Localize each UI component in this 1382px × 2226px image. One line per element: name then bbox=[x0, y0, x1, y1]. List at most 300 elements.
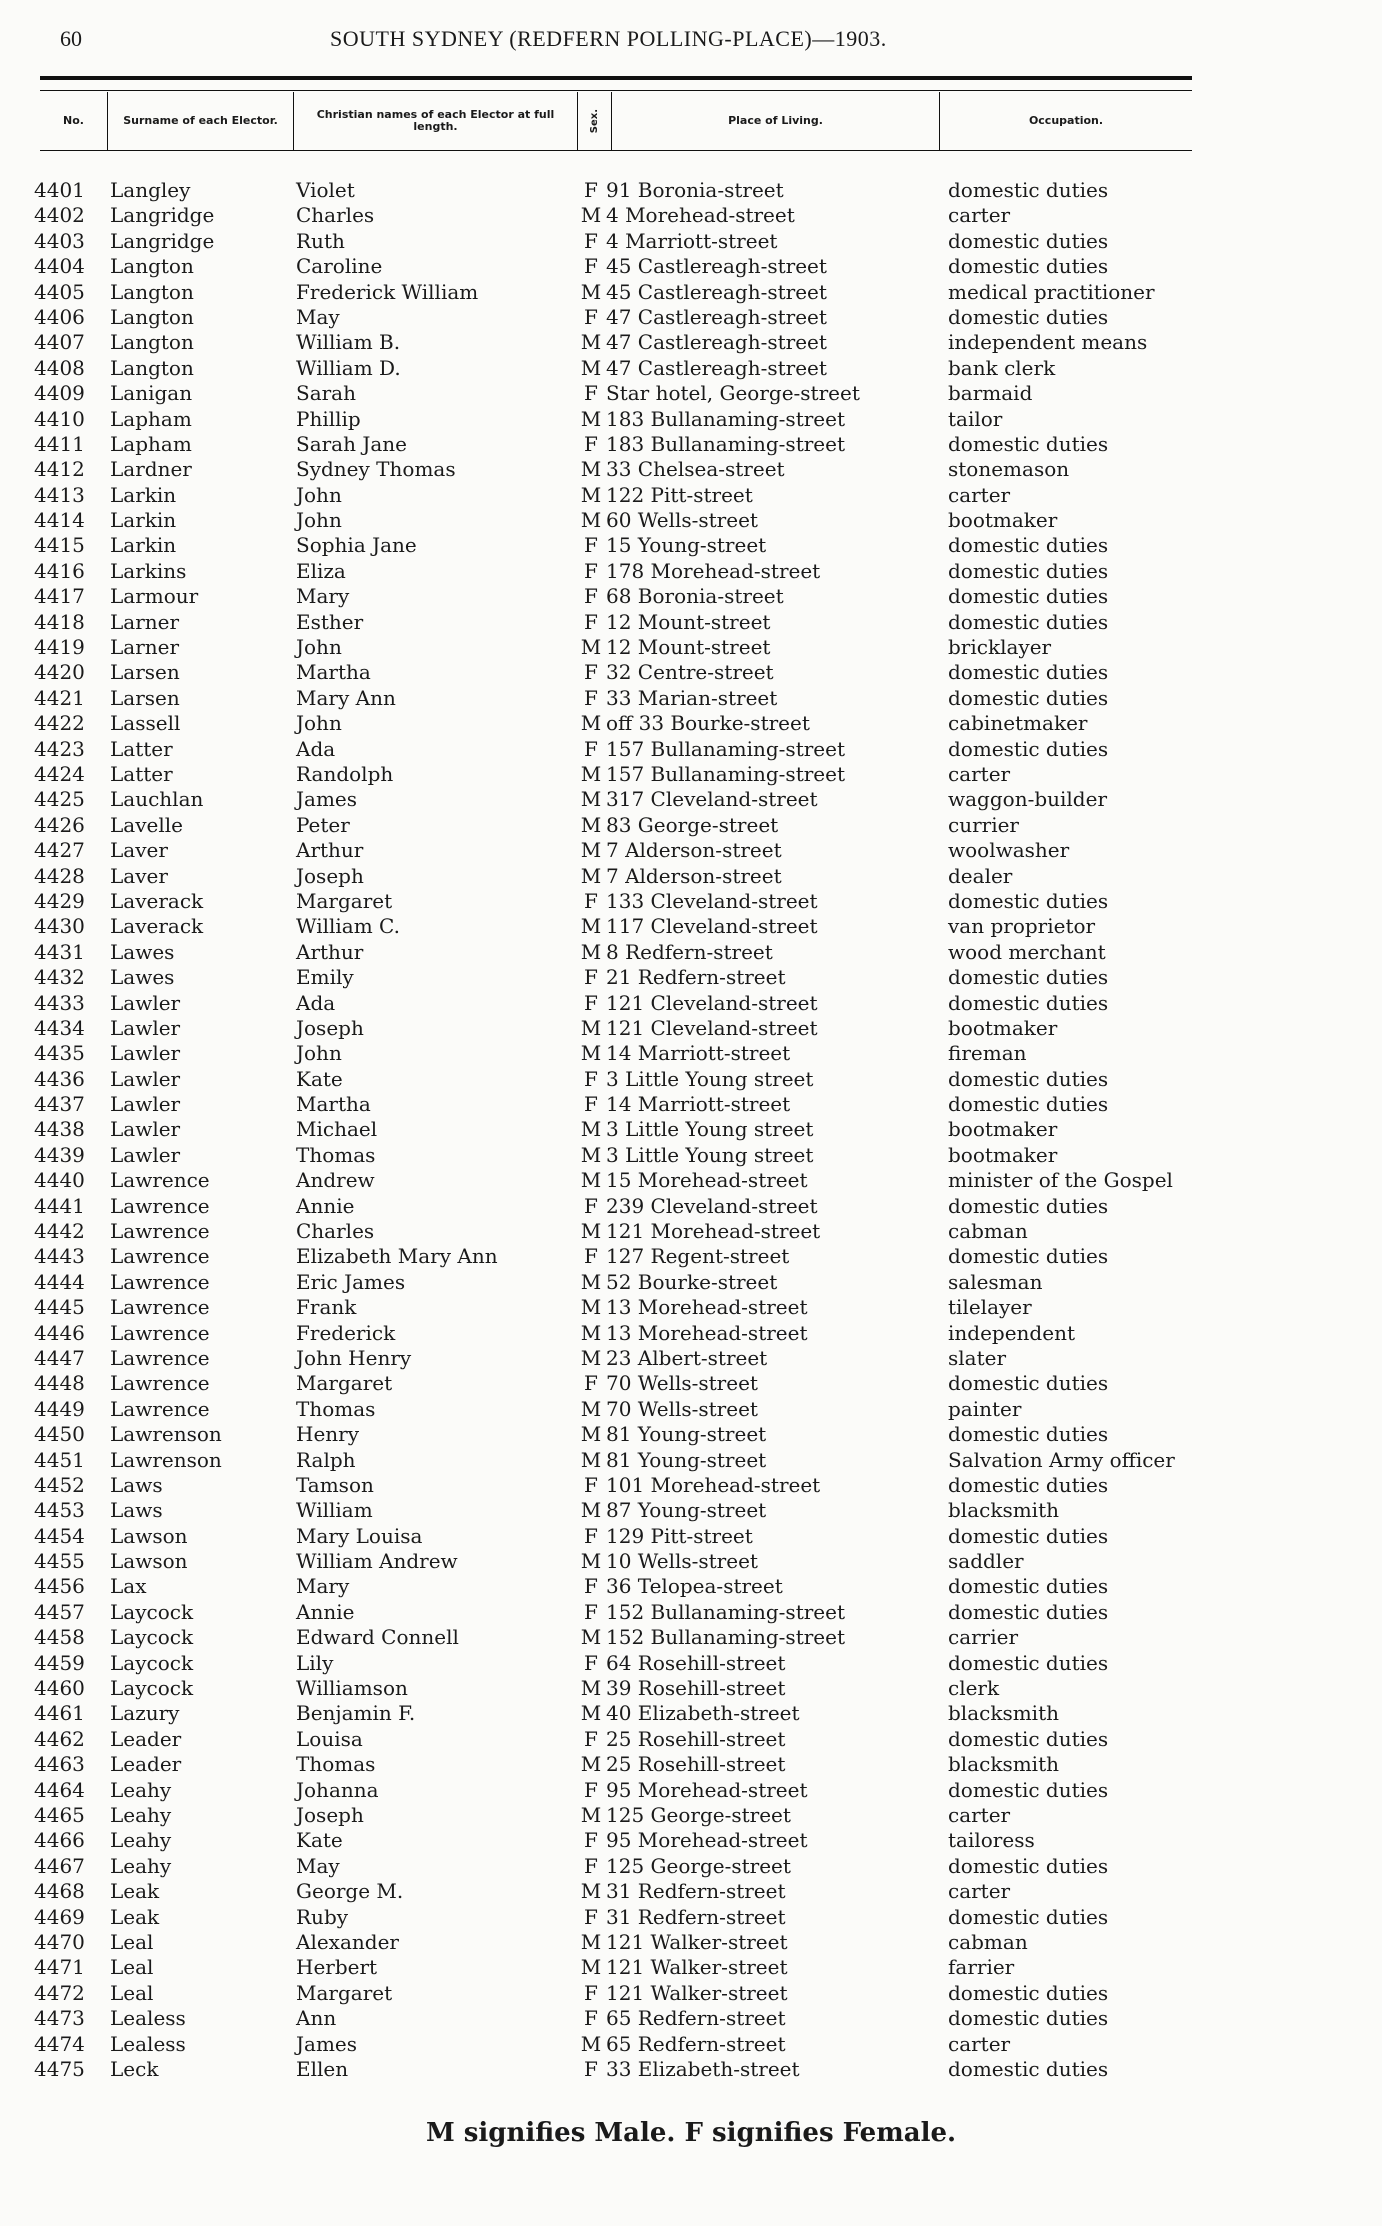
elector-surname: Lawrence bbox=[110, 1269, 210, 1294]
elector-surname: Lapham bbox=[110, 406, 192, 431]
elector-surname: Lawes bbox=[110, 965, 175, 990]
elector-occupation: carter bbox=[948, 203, 1011, 228]
elector-surname: Laws bbox=[110, 1472, 163, 1497]
elector-surname: Lawrence bbox=[110, 1295, 210, 1320]
elector-occupation: domestic duties bbox=[948, 178, 1109, 202]
elector-surname: Laycock bbox=[110, 1650, 194, 1675]
elector-surname: Leahy bbox=[110, 1828, 172, 1853]
table-row bbox=[0, 254, 1382, 279]
elector-occupation: blacksmith bbox=[948, 1498, 1059, 1523]
elector-place-of-living: 25 Rosehill-street bbox=[606, 1752, 786, 1777]
elector-occupation: domestic duties bbox=[948, 1650, 1109, 1675]
elector-number: 4402 bbox=[34, 203, 85, 228]
elector-place-of-living: 60 Wells-street bbox=[606, 508, 758, 533]
elector-place-of-living: 13 Morehead-street bbox=[606, 1295, 808, 1320]
elector-place-of-living: 178 Morehead-street bbox=[606, 558, 821, 583]
elector-place-of-living: 40 Elizabeth-street bbox=[606, 1701, 800, 1726]
elector-place-of-living: 65 Redfern-street bbox=[606, 2006, 786, 2031]
elector-sex: M bbox=[580, 1320, 602, 1345]
elector-occupation: domestic duties bbox=[948, 431, 1109, 456]
elector-christian-names: Frederick William bbox=[296, 279, 479, 304]
elector-christian-names: Tamson bbox=[296, 1472, 374, 1497]
elector-place-of-living: 91 Boronia-street bbox=[606, 178, 784, 202]
elector-occupation: dealer bbox=[948, 863, 1013, 888]
elector-christian-names: Herbert bbox=[296, 1955, 378, 1980]
elector-number: 4415 bbox=[34, 533, 85, 558]
elector-christian-names: Frank bbox=[296, 1295, 357, 1320]
elector-number: 4448 bbox=[34, 1371, 85, 1396]
elector-occupation: tailor bbox=[948, 406, 1003, 431]
elector-christian-names: Ann bbox=[296, 2006, 337, 2031]
elector-place-of-living: 101 Morehead-street bbox=[606, 1472, 821, 1497]
elector-sex: F bbox=[584, 2056, 598, 2081]
elector-sex: M bbox=[580, 1168, 602, 1193]
table-row bbox=[0, 787, 1382, 812]
table-row bbox=[0, 1727, 1382, 1752]
elector-occupation: currier bbox=[948, 812, 1019, 837]
elector-number: 4416 bbox=[34, 558, 85, 583]
elector-place-of-living: 10 Wells-street bbox=[606, 1549, 758, 1574]
elector-sex: M bbox=[580, 635, 602, 660]
elector-place-of-living: 33 Chelsea-street bbox=[606, 457, 785, 482]
elector-occupation: domestic duties bbox=[948, 1092, 1109, 1117]
elector-sex: F bbox=[584, 584, 598, 609]
elector-occupation: van proprietor bbox=[948, 914, 1096, 939]
table-row bbox=[0, 1676, 1382, 1701]
elector-surname: Laver bbox=[110, 838, 168, 863]
elector-sex: F bbox=[584, 660, 598, 685]
elector-place-of-living: 239 Cleveland-street bbox=[606, 1193, 818, 1218]
table-row bbox=[0, 1041, 1382, 1066]
elector-sex: M bbox=[580, 457, 602, 482]
elector-occupation: domestic duties bbox=[948, 1244, 1109, 1269]
elector-place-of-living: 317 Cleveland-street bbox=[606, 787, 818, 812]
elector-surname: Lawson bbox=[110, 1549, 188, 1574]
elector-place-of-living: 36 Telopea-street bbox=[606, 1574, 783, 1599]
elector-occupation: medical practitioner bbox=[948, 279, 1155, 304]
elector-number: 4425 bbox=[34, 787, 85, 812]
elector-sex: M bbox=[580, 1269, 602, 1294]
elector-place-of-living: 47 Castlereagh-street bbox=[606, 330, 827, 355]
table-row bbox=[0, 635, 1382, 660]
elector-surname: Laycock bbox=[110, 1625, 194, 1650]
elector-surname: Laverack bbox=[110, 888, 204, 913]
elector-number: 4460 bbox=[34, 1676, 85, 1701]
table-row bbox=[0, 381, 1382, 406]
table-row bbox=[0, 1422, 1382, 1447]
table-row bbox=[0, 1067, 1382, 1092]
elector-number: 4471 bbox=[34, 1955, 85, 1980]
elector-number: 4417 bbox=[34, 584, 85, 609]
column-header-no: No. bbox=[40, 92, 108, 150]
elector-number: 4414 bbox=[34, 508, 85, 533]
elector-number: 4419 bbox=[34, 635, 85, 660]
elector-occupation: carter bbox=[948, 482, 1011, 507]
elector-occupation: domestic duties bbox=[948, 1472, 1109, 1497]
elector-number: 4407 bbox=[34, 330, 85, 355]
elector-occupation: fireman bbox=[948, 1041, 1027, 1066]
elector-occupation: salesman bbox=[948, 1269, 1043, 1294]
page-header bbox=[50, 22, 1180, 62]
table-row bbox=[0, 711, 1382, 736]
elector-occupation: painter bbox=[948, 1396, 1022, 1421]
table-row bbox=[0, 533, 1382, 558]
elector-place-of-living: 8 Redfern-street bbox=[606, 939, 773, 964]
elector-occupation: domestic duties bbox=[948, 888, 1109, 913]
elector-sex: M bbox=[580, 1625, 602, 1650]
table-row bbox=[0, 1651, 1382, 1676]
table-row bbox=[0, 1625, 1382, 1650]
elector-christian-names: Joseph bbox=[296, 1015, 364, 1040]
elector-place-of-living: 64 Rosehill-street bbox=[606, 1650, 786, 1675]
elector-surname: Leak bbox=[110, 1879, 160, 1904]
elector-christian-names: William B. bbox=[296, 330, 401, 355]
elector-christian-names: Peter bbox=[296, 812, 350, 837]
elector-place-of-living: 14 Marriott-street bbox=[606, 1041, 791, 1066]
elector-place-of-living: 121 Cleveland-street bbox=[606, 1015, 818, 1040]
elector-christian-names: Annie bbox=[296, 1599, 355, 1624]
table-row bbox=[0, 1574, 1382, 1599]
elector-number: 4411 bbox=[34, 431, 85, 456]
elector-sex: F bbox=[584, 2006, 598, 2031]
elector-number: 4444 bbox=[34, 1269, 85, 1294]
elector-surname: Leal bbox=[110, 1929, 154, 1954]
elector-surname: Langton bbox=[110, 254, 194, 279]
elector-sex: F bbox=[584, 990, 598, 1015]
elector-place-of-living: 83 George-street bbox=[606, 812, 779, 837]
elector-christian-names: John bbox=[296, 1041, 342, 1066]
elector-occupation: independent means bbox=[948, 330, 1148, 355]
elector-number: 4421 bbox=[34, 685, 85, 710]
elector-sex: M bbox=[580, 1676, 602, 1701]
elector-occupation: tilelayer bbox=[948, 1295, 1032, 1320]
elector-christian-names: James bbox=[296, 2031, 358, 2056]
elector-surname: Leal bbox=[110, 1955, 154, 1980]
elector-occupation: carter bbox=[948, 1879, 1011, 1904]
elector-occupation: domestic duties bbox=[948, 1066, 1109, 1091]
elector-sex: M bbox=[580, 787, 602, 812]
table-row bbox=[0, 1295, 1382, 1320]
elector-christian-names: Thomas bbox=[296, 1142, 376, 1167]
table-row bbox=[0, 203, 1382, 228]
elector-place-of-living: 121 Morehead-street bbox=[606, 1219, 821, 1244]
elector-sex: M bbox=[580, 838, 602, 863]
elector-sex: M bbox=[580, 1295, 602, 1320]
table-row bbox=[0, 1397, 1382, 1422]
elector-number: 4467 bbox=[34, 1853, 85, 1878]
elector-occupation: bootmaker bbox=[948, 1015, 1058, 1040]
table-row bbox=[0, 889, 1382, 914]
elector-occupation: domestic duties bbox=[948, 1980, 1109, 2005]
elector-occupation: domestic duties bbox=[948, 1371, 1109, 1396]
elector-place-of-living: 121 Walker-street bbox=[606, 1980, 788, 2005]
elector-surname: Lavelle bbox=[110, 812, 183, 837]
elector-christian-names: Eric James bbox=[296, 1269, 406, 1294]
elector-place-of-living: 152 Bullanaming-street bbox=[606, 1599, 846, 1624]
elector-sex: F bbox=[584, 1777, 598, 1802]
elector-number: 4441 bbox=[34, 1193, 85, 1218]
elector-occupation: carter bbox=[948, 1803, 1011, 1827]
elector-sex: F bbox=[584, 1066, 598, 1091]
elector-number: 4410 bbox=[34, 406, 85, 431]
elector-occupation: cabman bbox=[948, 1219, 1028, 1244]
table-row bbox=[0, 660, 1382, 685]
elector-surname: Lapham bbox=[110, 431, 192, 456]
elector-surname: Lawrence bbox=[110, 1345, 210, 1370]
table-row bbox=[0, 584, 1382, 609]
elector-occupation: Salvation Army officer bbox=[948, 1447, 1175, 1472]
elector-sex: F bbox=[584, 1193, 598, 1218]
elector-surname: Larsen bbox=[110, 660, 180, 685]
elector-number: 4457 bbox=[34, 1599, 85, 1624]
elector-surname: Lazury bbox=[110, 1701, 180, 1726]
elector-sex: M bbox=[580, 761, 602, 786]
elector-sex: M bbox=[580, 1803, 602, 1827]
elector-sex: F bbox=[584, 1574, 598, 1599]
elector-sex: F bbox=[584, 609, 598, 634]
elector-christian-names: William C. bbox=[296, 914, 400, 939]
elector-place-of-living: off 33 Bourke-street bbox=[606, 711, 810, 736]
elector-place-of-living: 127 Regent-street bbox=[606, 1244, 790, 1269]
elector-sex: M bbox=[580, 939, 602, 964]
elector-christian-names: Sarah Jane bbox=[296, 431, 408, 456]
elector-occupation: domestic duties bbox=[948, 1726, 1109, 1751]
elector-occupation: blacksmith bbox=[948, 1701, 1059, 1726]
elector-christian-names: Arthur bbox=[296, 939, 364, 964]
elector-surname: Laycock bbox=[110, 1599, 194, 1624]
table-row bbox=[0, 2006, 1382, 2031]
elector-number: 4437 bbox=[34, 1092, 85, 1117]
elector-occupation: domestic duties bbox=[948, 990, 1109, 1015]
table-row bbox=[0, 1752, 1382, 1777]
elector-surname: Lawler bbox=[110, 1092, 181, 1117]
elector-surname: Lanigan bbox=[110, 381, 193, 406]
elector-christian-names: Mary Ann bbox=[296, 685, 396, 710]
elector-place-of-living: 3 Little Young street bbox=[606, 1066, 814, 1091]
elector-christian-names: Ellen bbox=[296, 2056, 349, 2081]
elector-sex: M bbox=[580, 1142, 602, 1167]
elector-number: 4405 bbox=[34, 279, 85, 304]
elector-sex: M bbox=[580, 482, 602, 507]
table-row bbox=[0, 1143, 1382, 1168]
elector-surname: Latter bbox=[110, 761, 173, 786]
elector-number: 4452 bbox=[34, 1472, 85, 1497]
elector-occupation: blacksmith bbox=[948, 1752, 1059, 1777]
elector-sex: M bbox=[580, 203, 602, 228]
elector-christian-names: Charles bbox=[296, 203, 375, 228]
elector-surname: Leahy bbox=[110, 1777, 172, 1802]
elector-surname: Langton bbox=[110, 304, 194, 329]
elector-sex: F bbox=[584, 1371, 598, 1396]
table-row bbox=[0, 1371, 1382, 1396]
table-row bbox=[0, 762, 1382, 787]
elector-number: 4466 bbox=[34, 1828, 85, 1853]
elector-place-of-living: 15 Young-street bbox=[606, 533, 767, 558]
elector-sex: M bbox=[580, 1117, 602, 1142]
elector-occupation: domestic duties bbox=[948, 1422, 1109, 1447]
table-row bbox=[0, 737, 1382, 762]
elector-number: 4434 bbox=[34, 1015, 85, 1040]
elector-place-of-living: 33 Marian-street bbox=[606, 685, 778, 710]
elector-number: 4449 bbox=[34, 1396, 85, 1421]
elector-sex: F bbox=[584, 1523, 598, 1548]
elector-sex: F bbox=[584, 431, 598, 456]
elector-christian-names: Kate bbox=[296, 1066, 343, 1091]
elector-occupation: carrier bbox=[948, 1625, 1019, 1650]
elector-number: 4474 bbox=[34, 2031, 85, 2056]
elector-christian-names: Ada bbox=[296, 990, 336, 1015]
elector-surname: Lawes bbox=[110, 939, 175, 964]
elector-christian-names: Martha bbox=[296, 1092, 371, 1117]
elector-occupation: carter bbox=[948, 2031, 1011, 2056]
elector-number: 4431 bbox=[34, 939, 85, 964]
elector-sex: M bbox=[580, 1929, 602, 1954]
elector-occupation: stonemason bbox=[948, 457, 1070, 482]
elector-christian-names: Johanna bbox=[296, 1777, 379, 1802]
elector-christian-names: Randolph bbox=[296, 761, 394, 786]
elector-number: 4429 bbox=[34, 888, 85, 913]
elector-occupation: domestic duties bbox=[948, 2006, 1109, 2031]
elector-christian-names: Ralph bbox=[296, 1447, 356, 1472]
table-row bbox=[0, 1016, 1382, 1041]
elector-occupation: tailoress bbox=[948, 1828, 1035, 1853]
elector-christian-names: Ruth bbox=[296, 228, 345, 253]
elector-christian-names: John bbox=[296, 711, 342, 736]
elector-place-of-living: 12 Mount-street bbox=[606, 609, 771, 634]
elector-sex: F bbox=[584, 533, 598, 558]
elector-surname: Lealess bbox=[110, 2006, 186, 2031]
table-row bbox=[0, 229, 1382, 254]
page-number: 60 bbox=[60, 26, 82, 51]
elector-sex: M bbox=[580, 1549, 602, 1574]
elector-number: 4436 bbox=[34, 1066, 85, 1091]
elector-christian-names: Mary Louisa bbox=[296, 1523, 423, 1548]
elector-surname: Lawrence bbox=[110, 1396, 210, 1421]
table-row bbox=[0, 1701, 1382, 1726]
elector-sex: M bbox=[580, 1752, 602, 1777]
elector-christian-names: Phillip bbox=[296, 406, 361, 431]
header-rule-thick bbox=[40, 76, 1192, 80]
elector-number: 4447 bbox=[34, 1345, 85, 1370]
elector-christian-names: Kate bbox=[296, 1828, 343, 1853]
elector-sex: F bbox=[584, 1904, 598, 1929]
elector-occupation: bootmaker bbox=[948, 1142, 1058, 1167]
elector-number: 4422 bbox=[34, 711, 85, 736]
elector-number: 4432 bbox=[34, 965, 85, 990]
table-row bbox=[0, 2057, 1382, 2082]
elector-place-of-living: 7 Alderson-street bbox=[606, 863, 782, 888]
elector-number: 4430 bbox=[34, 914, 85, 939]
elector-occupation: domestic duties bbox=[948, 1523, 1109, 1548]
elector-sex: M bbox=[580, 406, 602, 431]
elector-place-of-living: 121 Cleveland-street bbox=[606, 990, 818, 1015]
elector-christian-names: John bbox=[296, 508, 342, 533]
table-row bbox=[0, 1828, 1382, 1853]
table-row bbox=[0, 965, 1382, 990]
table-row bbox=[0, 407, 1382, 432]
table-row bbox=[0, 864, 1382, 889]
elector-surname: Leader bbox=[110, 1726, 182, 1751]
elector-place-of-living: 4 Marriott-street bbox=[606, 228, 778, 253]
elector-surname: Laver bbox=[110, 863, 168, 888]
table-row bbox=[0, 457, 1382, 482]
elector-place-of-living: 121 Walker-street bbox=[606, 1955, 788, 1980]
elector-occupation: clerk bbox=[948, 1676, 1000, 1701]
elector-surname: Leader bbox=[110, 1752, 182, 1777]
elector-number: 4468 bbox=[34, 1879, 85, 1904]
elector-number: 4461 bbox=[34, 1701, 85, 1726]
table-row bbox=[0, 2032, 1382, 2057]
elector-christian-names: May bbox=[296, 304, 340, 329]
elector-sex: M bbox=[580, 1396, 602, 1421]
elector-sex: F bbox=[584, 965, 598, 990]
elector-surname: Lawler bbox=[110, 1117, 181, 1142]
elector-occupation: slater bbox=[948, 1345, 1007, 1370]
elector-surname: Lawler bbox=[110, 1066, 181, 1091]
elector-occupation: domestic duties bbox=[948, 609, 1109, 634]
elector-occupation: minister of the Gospel bbox=[948, 1168, 1173, 1193]
elector-occupation: bootmaker bbox=[948, 508, 1058, 533]
table-row bbox=[0, 356, 1382, 381]
elector-place-of-living: 23 Albert-street bbox=[606, 1345, 768, 1370]
elector-number: 4409 bbox=[34, 381, 85, 406]
elector-place-of-living: 70 Wells-street bbox=[606, 1396, 758, 1421]
elector-surname: Larmour bbox=[110, 584, 199, 609]
elector-christian-names: Elizabeth Mary Ann bbox=[296, 1244, 498, 1269]
elector-christian-names: Margaret bbox=[296, 1980, 393, 2005]
elector-place-of-living: 183 Bullanaming-street bbox=[606, 431, 846, 456]
elector-sex: M bbox=[580, 1219, 602, 1244]
elector-surname: Leal bbox=[110, 1980, 154, 2005]
elector-surname: Lax bbox=[110, 1574, 147, 1599]
elector-place-of-living: 157 Bullanaming-street bbox=[606, 761, 846, 786]
elector-place-of-living: 117 Cleveland-street bbox=[606, 914, 818, 939]
table-row bbox=[0, 178, 1382, 203]
elector-place-of-living: 45 Castlereagh-street bbox=[606, 254, 827, 279]
elector-surname: Larner bbox=[110, 609, 180, 634]
elector-place-of-living: 81 Young-street bbox=[606, 1422, 767, 1447]
elector-christian-names: May bbox=[296, 1853, 340, 1878]
elector-christian-names: Margaret bbox=[296, 888, 393, 913]
elector-christian-names: Joseph bbox=[296, 863, 364, 888]
elector-place-of-living: 12 Mount-street bbox=[606, 635, 771, 660]
elector-christian-names: Lily bbox=[296, 1650, 334, 1675]
elector-place-of-living: 32 Centre-street bbox=[606, 660, 774, 685]
elector-surname: Laws bbox=[110, 1498, 163, 1523]
elector-sex: F bbox=[584, 304, 598, 329]
elector-number: 4440 bbox=[34, 1168, 85, 1193]
table-row bbox=[0, 1219, 1382, 1244]
header-rule-thin bbox=[40, 90, 1192, 91]
elector-sex: F bbox=[584, 736, 598, 761]
elector-surname: Larner bbox=[110, 635, 180, 660]
table-row bbox=[0, 1448, 1382, 1473]
elector-christian-names: John Henry bbox=[296, 1345, 412, 1370]
elector-number: 4451 bbox=[34, 1447, 85, 1472]
elector-number: 4423 bbox=[34, 736, 85, 761]
elector-place-of-living: 15 Morehead-street bbox=[606, 1168, 808, 1193]
elector-number: 4470 bbox=[34, 1929, 85, 1954]
table-row bbox=[0, 559, 1382, 584]
table-row bbox=[0, 432, 1382, 457]
elector-place-of-living: 13 Morehead-street bbox=[606, 1320, 808, 1345]
elector-place-of-living: 31 Redfern-street bbox=[606, 1904, 786, 1929]
elector-number: 4465 bbox=[34, 1803, 85, 1827]
elector-christian-names: William bbox=[296, 1498, 373, 1523]
elector-surname: Langton bbox=[110, 355, 194, 380]
elector-christian-names: Michael bbox=[296, 1117, 378, 1142]
elector-surname: Larkin bbox=[110, 533, 177, 558]
